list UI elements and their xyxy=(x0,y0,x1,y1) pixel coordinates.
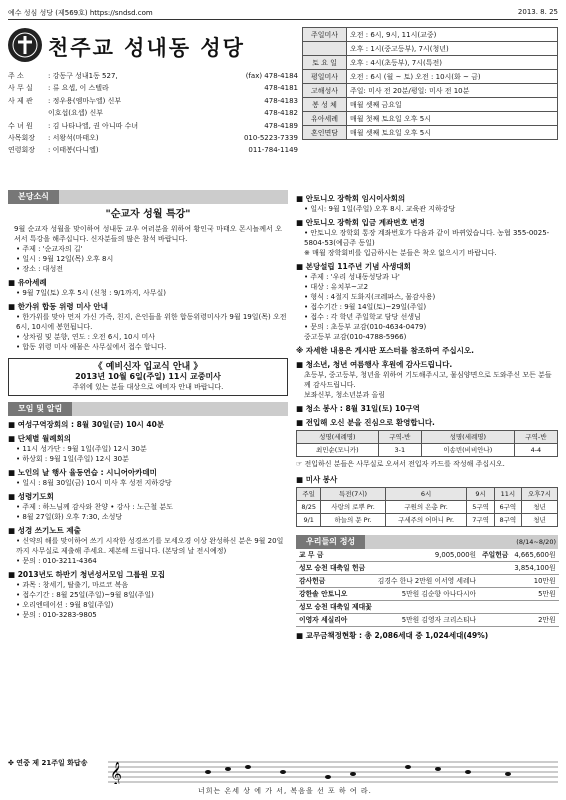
item-title: ■ 유아세례 xyxy=(8,278,47,287)
item-line: • 형식 : 4절지 도화지(크레파스, 물감사용) xyxy=(304,293,436,301)
schedule-value: 매월 셋째 금요일 xyxy=(347,98,558,112)
section-header-news: 본당소식 xyxy=(8,190,59,204)
info-phone: 010-5223-7339 xyxy=(243,133,298,142)
info-phone: (fax) 478-4184 xyxy=(245,72,298,80)
table-cell: 최민순(모니카) xyxy=(297,444,379,457)
item-line: • 8월 27일(화) 오후 7:30, 소성당 xyxy=(16,513,123,521)
schedule-row xyxy=(303,84,558,98)
table-cell: 3-1 xyxy=(378,444,421,457)
table-cell: 8구역 xyxy=(494,514,521,527)
table-cell: 사랑의 로뿌 Pr. xyxy=(321,501,385,514)
offering-cell: 주일헌금 xyxy=(479,549,511,562)
item-line: • 대상 : 유치부~고2 xyxy=(304,283,369,291)
mass-service-table xyxy=(296,487,558,527)
table-cell: 청년 xyxy=(521,501,557,514)
top-bar-date: 2013. 8. 25 xyxy=(517,8,558,16)
table-header-cell: 성명(세례명) xyxy=(297,431,379,444)
table-cell: 구세주의 어머니 Pr. xyxy=(385,514,467,527)
schedule-value: 오전 : 6시 (월 ~ 토) 오전 : 10시(화 ~ 금) xyxy=(347,70,558,84)
offering-row xyxy=(296,575,559,588)
item-line: • 하상회 : 9월 1일(주일) 12시 30분 xyxy=(16,455,129,463)
lecture-title: "순교자 성월 특강" xyxy=(105,209,191,220)
offering-cell: 교 무 금 xyxy=(296,549,375,562)
table-header-cell: 구역-반 xyxy=(378,431,421,444)
lecture-detail: • 주제 : '순교자의 길' xyxy=(16,245,83,253)
left-column xyxy=(8,190,288,620)
music-staff-icon xyxy=(108,758,558,784)
info-phone: 478-4182 xyxy=(264,109,298,118)
info-row xyxy=(8,95,298,107)
offering-row xyxy=(296,562,559,575)
item-title: ■ 성경 쓰기노트 제출 xyxy=(8,526,81,535)
offering-cell: 4,665,600원 xyxy=(511,549,558,562)
schedule-value: 매월 셋째 토요일 오후 5시 xyxy=(347,126,558,140)
offering-cell: 9,005,000원 xyxy=(375,549,479,562)
item-line: • 과목 : 창세기, 탈출기, 마르코 복음 xyxy=(16,581,129,589)
table-cell: 9/1 xyxy=(297,514,321,527)
item-line: • 안토니오 장학회 통장 계좌번호가 다음과 같이 바뀌었습니다. 농협 355-0025-5804-53(예금주 동일) xyxy=(304,229,550,247)
offering-note: ■ 교무금책정현황 : 총 2,086세대 중 1,024세대(49%) xyxy=(296,631,489,640)
table-header-cell: 6시 xyxy=(385,488,467,501)
right-column xyxy=(296,190,558,641)
catechumen-title: 《 예비신자 입교식 안내 》 xyxy=(93,362,203,372)
news-items xyxy=(8,278,288,352)
table-cell: 청년 xyxy=(521,514,557,527)
schedule-value: 주일: 미사 전 20분/평일: 미사 전 10분 xyxy=(347,84,558,98)
offering-cell: 성모 승천 대축일 헌금 xyxy=(296,562,375,575)
contact-info xyxy=(8,70,298,157)
offering-period: (8/14~8/20) xyxy=(516,538,556,546)
table-header-cell: 주일 xyxy=(297,488,321,501)
offering-cell: 강한솔 안토니오 xyxy=(296,588,375,601)
schedule-key: 평일미사 xyxy=(303,70,347,84)
item-line: • 문의 : 010-3283-9805 xyxy=(16,611,97,619)
item-title: ■ 청소년, 청년 여름행사 후원에 감사드립니다. xyxy=(296,360,453,369)
schedule-value: 오후 : 1시(중고등부), 7시(청년) xyxy=(347,42,558,56)
schedule-row xyxy=(303,42,558,56)
item-line: • 한가위를 맞아 먼저 가신 가족, 친지, 은인들을 위한 합동위령미사가 9월 19일(목) 오전 6시, 10시에 봉헌됩니다. xyxy=(16,313,287,331)
schedule-key: 토 요 일 xyxy=(303,56,347,70)
catechumen-date: 2013년 10월 6일(주일) 11시 교중미사 xyxy=(75,372,221,381)
offering-cell: 5만원 김순향 아나다시아 xyxy=(375,588,479,601)
table-cell: 하늘의 문 Pr. xyxy=(321,514,385,527)
offering-cell: 10만원 xyxy=(511,575,558,588)
offering-cell xyxy=(479,575,511,588)
mass-schedule-table xyxy=(302,27,558,140)
transfer-note: ☞ 전입하신 분들은 사무실로 오셔서 전입자 카드를 작성해 주십시오. xyxy=(296,460,505,468)
item-title: ■ 한가위 합동 위령 미사 안내 xyxy=(8,302,108,311)
item-title: ■ 노인의 날 행사 율동연습 : 시니어아카데미 xyxy=(8,468,157,477)
info-value: : 류 요셉, 이 스텔라 xyxy=(48,84,109,93)
info-phone: 478-4183 xyxy=(264,96,298,105)
church-logo-icon xyxy=(8,28,42,62)
table-header-cell: 성명(세례명) xyxy=(421,431,514,444)
table-header-row xyxy=(297,431,558,444)
item-line: • 문의 : 010-3211-4364 xyxy=(16,557,97,565)
info-value: : 정우용(엠마누엘) 신부 xyxy=(48,96,122,105)
info-value: 이호섭(요셉) 신부 xyxy=(48,109,104,118)
psalm-lyrics: 너희는 온세 상 에 가 서, 복음을 선 포 하 여 라. xyxy=(198,787,372,795)
table-cell: 5구역 xyxy=(467,501,494,514)
item-title: ■ 안토니오 장학회 임시이사회의 xyxy=(296,194,406,203)
offering-cell xyxy=(375,562,479,575)
item-line: • 접수기간 : 8월 25일(주일)~9월 8일(주일) xyxy=(16,591,154,599)
offering-cell: 2만원 xyxy=(511,614,558,627)
info-value: : 서왕석(마태오) xyxy=(48,133,99,142)
schedule-key xyxy=(303,42,347,56)
item-line: • 9월 7일(토) 오후 5시 (신청 : 9/1까지, 사무실) xyxy=(16,289,166,297)
item-line: 초등부, 중고등부, 청년을 위하여 기도해주시고, 물심양면으로 도와주신 모든 분들께 감사드립니다. xyxy=(304,371,552,389)
info-value: : 이태봉(다니엘) xyxy=(48,146,99,155)
info-phone: 478-4181 xyxy=(264,84,298,93)
offering-cell xyxy=(479,562,511,575)
offering-table xyxy=(296,549,559,627)
offering-cell: 성모 승천 대축일 제대꽃 xyxy=(296,601,375,614)
transfer-table xyxy=(296,430,558,457)
schedule-row xyxy=(303,126,558,140)
meeting-items xyxy=(8,420,288,620)
offering-cell: 5만원 xyxy=(511,588,558,601)
table-header-cell: 11시 xyxy=(494,488,521,501)
svg-text:𝄞: 𝄞 xyxy=(110,761,122,784)
info-value: : 김 나타나엘, 권 아니따 수녀 xyxy=(48,121,139,130)
item-line: 보좌신부, 청소년분과 올림 xyxy=(304,391,386,399)
info-row xyxy=(8,70,298,82)
info-key: 사목회장 xyxy=(8,133,36,142)
offering-row xyxy=(296,614,559,627)
item-line: • 문의 : 초등부 교감(010-4634-0479) xyxy=(304,323,427,331)
item-line: • 오리엔테이션 : 9월 8일(주일) xyxy=(16,601,114,609)
psalm-title: ✤ 연중 제 21주일 화답송 xyxy=(8,759,88,767)
catechumen-note: 주위에 있는 분들 대상으로 예비자 안내 바랍니다. xyxy=(72,383,224,391)
offering-title: 우리들의 정성 xyxy=(296,535,365,549)
table-row xyxy=(297,514,558,527)
info-key: 사 제 관 xyxy=(8,96,33,105)
info-key: 주 소 xyxy=(8,72,24,80)
schedule-row xyxy=(303,112,558,126)
info-key: 연령회장 xyxy=(8,146,36,155)
offering-row xyxy=(296,588,559,601)
table-cell: 구원의 은총 Pr. xyxy=(385,501,467,514)
item-line: • 주제 : 하느님께 감사와 찬양 • 강사 : 노근철 분도 xyxy=(16,503,173,511)
schedule-key: 고해성사 xyxy=(303,84,347,98)
schedule-key: 유아세례 xyxy=(303,112,347,126)
offering-cell: 5만원 김영자 크리스티나 xyxy=(375,614,479,627)
table-cell: 8/25 xyxy=(297,501,321,514)
top-bar xyxy=(8,8,558,20)
schedule-row xyxy=(303,98,558,112)
info-key xyxy=(8,107,48,119)
offering-cell: 이영자 세실리아 xyxy=(296,614,375,627)
table-header-cell: 오후7시 xyxy=(521,488,557,501)
item-line: • 접수기간 : 9월 14일(토)~29일(주일) xyxy=(304,303,427,311)
info-phone: 011-784-1149 xyxy=(248,146,298,155)
lecture-detail: • 일시 : 9월 12일(목) 오후 8시 xyxy=(16,255,114,263)
lecture-detail: • 장소 : 대성전 xyxy=(16,265,63,273)
table-header-cell: 구역-반 xyxy=(514,431,557,444)
offering-row xyxy=(296,549,559,562)
table-header-cell: 9시 xyxy=(467,488,494,501)
mass-service-title: ■ 미사 봉사 xyxy=(296,475,338,484)
section-header-meetings: 모임 및 알림 xyxy=(8,402,72,416)
offering-cell xyxy=(511,601,558,614)
schedule-row xyxy=(303,70,558,84)
table-cell: 7구역 xyxy=(467,514,494,527)
item-title: ■ 성령기도회 xyxy=(8,492,54,501)
info-key: 사 무 실 xyxy=(8,84,33,93)
table-cell: 이송빈(비비안나) xyxy=(421,444,514,457)
schedule-value: 오전 : 6시, 9시, 11시(교중) xyxy=(347,28,558,42)
item-title: ■ 본당설립 11주년 기념 사생대회 xyxy=(296,262,411,271)
item-title: ■ 전입해 오신 분을 진심으로 환영합니다. xyxy=(296,418,435,427)
table-cell: 6구역 xyxy=(494,501,521,514)
item-line: • 접수 : 각 학년 주일학교 담당 선생님 xyxy=(304,313,421,321)
table-row xyxy=(297,501,558,514)
info-row xyxy=(8,144,298,156)
offering-cell xyxy=(479,614,511,627)
schedule-row xyxy=(303,28,558,42)
church-name: 천주교 성내동 성당 xyxy=(48,35,245,60)
schedule-key: 혼인면담 xyxy=(303,126,347,140)
offering-cell xyxy=(479,601,511,614)
item-line: • 합동 위령 미사 예물은 사무실에서 접수 합니다. xyxy=(16,343,167,351)
offering-cell: 감사헌금 xyxy=(296,575,375,588)
item-line: ※ 매월 장학회비를 입금하시는 분들은 착오 없으시기 바랍니다. xyxy=(304,249,497,257)
psalm-music xyxy=(8,758,558,796)
item-line: • 주제 : '우리 성내동성당과 나' xyxy=(304,273,400,281)
item-line: • 일시 : 8월 30일(금) 10시 미사 후 성전 지하강당 xyxy=(16,479,172,487)
top-bar-left: 예수 성심 성당 (제569호) https://sndsd.com xyxy=(8,9,153,17)
schedule-key: 봉 성 체 xyxy=(303,98,347,112)
table-row xyxy=(297,444,558,457)
offering-cell xyxy=(375,601,479,614)
item-title: ■ 여성구역장회의 : 8월 30일(금) 10시 40분 xyxy=(8,420,165,429)
info-row xyxy=(8,132,298,144)
item-title: ■ 2013년도 하반기 청년성서모임 그룹원 모집 xyxy=(8,570,165,579)
table-header-row xyxy=(297,488,558,501)
item-line: • 일시: 9월 1일(주일) 오후 8시. 교육관 지하강당 xyxy=(304,205,456,213)
item-line: 중고등부 교감(010-4788-5966) xyxy=(304,333,407,341)
info-value: : 강동구 성내1동 527, xyxy=(48,72,118,80)
table-cell: 4-4 xyxy=(514,444,557,457)
schedule-value: 매월 첫째 토요일 오후 5시 xyxy=(347,112,558,126)
item-line: • 신약의 해를 맞이하여 쓰기 시작한 성경쓰기를 모세오경 이상 완성하신 분은 9월 20일까지 사무실로 제출해 주세요. 제본해 드립니다. (본당의 날 전시예정) xyxy=(16,537,284,555)
info-phone: 478-4189 xyxy=(264,121,298,130)
item-line: • 상차림 및 분향, 연도 : 오전 6시, 10시 미사 xyxy=(16,333,155,341)
header xyxy=(8,28,300,178)
offering-cell xyxy=(479,588,511,601)
item-line: • 11시 성가단 : 9월 1일(주일) 12시 30분 xyxy=(16,445,147,453)
info-row xyxy=(8,107,298,119)
item-title: ※ 자세한 내용은 게시판 포스터를 참조하여 주십시오. xyxy=(296,346,474,355)
info-key: 수 녀 원 xyxy=(8,121,33,130)
offering-cell: 김경수 한나 2만원 이서영 세레나 xyxy=(375,575,479,588)
catechumen-box xyxy=(8,358,288,396)
schedule-key: 주일미사 xyxy=(303,28,347,42)
schedule-row xyxy=(303,56,558,70)
offering-cell: 3,854,100원 xyxy=(511,562,558,575)
item-title: ■ 청소 봉사 : 8월 31일(토) 10구역 xyxy=(296,404,420,413)
table-header-cell: 특전(7시) xyxy=(321,488,385,501)
notice-items xyxy=(296,194,558,428)
schedule-value: 오후 : 4시(초등부), 7시(특전) xyxy=(347,56,558,70)
item-title: ■ 안토니오 장학회 입금 계좌번호 변경 xyxy=(296,218,425,227)
item-title: ■ 단체별 월례회의 xyxy=(8,434,72,443)
offering-row xyxy=(296,601,559,614)
lecture-details xyxy=(8,244,288,274)
info-row xyxy=(8,120,298,132)
info-row xyxy=(8,82,298,94)
lecture-text: 9월 순교자 성월을 맞이하여 성내동 교우 여러분을 위하여 황인국 마태오 몬시뇰께서 오셔서 특강을 해주십니다. 신자분들의 많은 참석 바랍니다. xyxy=(14,225,282,243)
